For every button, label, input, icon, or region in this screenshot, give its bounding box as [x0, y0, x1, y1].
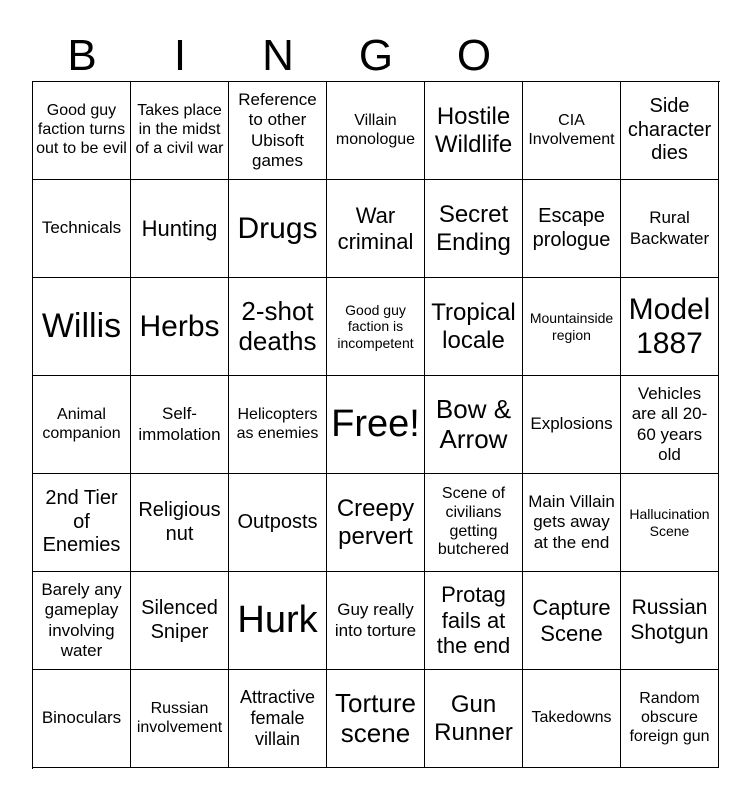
- bingo-cell[interactable]: Good guy faction is incompetent: [327, 278, 425, 376]
- bingo-cell[interactable]: Takes place in the midst of a civil war: [131, 82, 229, 180]
- bingo-cell[interactable]: Attractive female villain: [229, 670, 327, 768]
- header-letter-b: B: [67, 31, 97, 80]
- bingo-cell[interactable]: Escape prologue: [523, 180, 621, 278]
- bingo-cell[interactable]: Secret Ending: [425, 180, 523, 278]
- bingo-cell[interactable]: Outposts: [229, 474, 327, 572]
- bingo-cell[interactable]: Barely any gameplay involving water: [33, 572, 131, 670]
- bingo-cell[interactable]: Protag fails at the end: [425, 572, 523, 670]
- bingo-cell[interactable]: 2-shot deaths: [229, 278, 327, 376]
- bingo-cell[interactable]: Gun Runner: [425, 670, 523, 768]
- bingo-cell[interactable]: Bow & Arrow: [425, 376, 523, 474]
- bingo-cell[interactable]: Torture scene: [327, 670, 425, 768]
- bingo-cell[interactable]: Binoculars: [33, 670, 131, 768]
- bingo-cell[interactable]: War criminal: [327, 180, 425, 278]
- header-letter-o: O: [456, 31, 492, 80]
- bingo-cell[interactable]: Hurk: [229, 572, 327, 670]
- bingo-cell[interactable]: Villain monologue: [327, 82, 425, 180]
- bingo-cell[interactable]: Guy really into torture: [327, 572, 425, 670]
- bingo-cell[interactable]: Self-immolation: [131, 376, 229, 474]
- bingo-cell[interactable]: Main Villain gets away at the end: [523, 474, 621, 572]
- bingo-cell[interactable]: Good guy faction turns out to be evil: [33, 82, 131, 180]
- bingo-cell[interactable]: Technicals: [33, 180, 131, 278]
- bingo-grid: [32, 81, 720, 769]
- bingo-cell[interactable]: Capture Scene: [523, 572, 621, 670]
- bingo-cell[interactable]: Reference to other Ubisoft games: [229, 82, 327, 180]
- bingo-cell[interactable]: Hostile Wildlife: [425, 82, 523, 180]
- bingo-cell[interactable]: Russian involvement: [131, 670, 229, 768]
- bingo-cell[interactable]: Random obscure foreign gun: [621, 670, 719, 768]
- bingo-cell[interactable]: Religious nut: [131, 474, 229, 572]
- bingo-cell[interactable]: Creepy pervert: [327, 474, 425, 572]
- bingo-cell[interactable]: Hallucination Scene: [621, 474, 719, 572]
- bingo-cell[interactable]: Herbs: [131, 278, 229, 376]
- bingo-header: [33, 30, 719, 82]
- bingo-cell[interactable]: Tropical locale: [425, 278, 523, 376]
- free-space-cell[interactable]: Free!: [327, 376, 425, 474]
- bingo-cell[interactable]: Silenced Sniper: [131, 572, 229, 670]
- bingo-cell[interactable]: Explosions: [523, 376, 621, 474]
- bingo-cell[interactable]: Hunting: [131, 180, 229, 278]
- bingo-cell[interactable]: Animal companion: [33, 376, 131, 474]
- bingo-cell[interactable]: Vehicles are all 20-60 years old: [621, 376, 719, 474]
- bingo-cell[interactable]: Model 1887: [621, 278, 719, 376]
- header-letter-i: I: [173, 31, 187, 80]
- bingo-cell[interactable]: Willis: [33, 278, 131, 376]
- bingo-cell[interactable]: Russian Shotgun: [621, 572, 719, 670]
- header-letter-n: N: [262, 31, 294, 80]
- bingo-cell[interactable]: Mountainside region: [523, 278, 621, 376]
- bingo-cell[interactable]: Side character dies: [621, 82, 719, 180]
- bingo-cell[interactable]: Takedowns: [523, 670, 621, 768]
- bingo-cell[interactable]: Rural Backwater: [621, 180, 719, 278]
- bingo-cell[interactable]: Scene of civilians getting butchered: [425, 474, 523, 572]
- bingo-cell[interactable]: 2nd Tier of Enemies: [33, 474, 131, 572]
- bingo-cell[interactable]: Drugs: [229, 180, 327, 278]
- bingo-cell[interactable]: CIA Involvement: [523, 82, 621, 180]
- header-letter-g: G: [358, 31, 394, 80]
- bingo-cell[interactable]: Helicopters as enemies: [229, 376, 327, 474]
